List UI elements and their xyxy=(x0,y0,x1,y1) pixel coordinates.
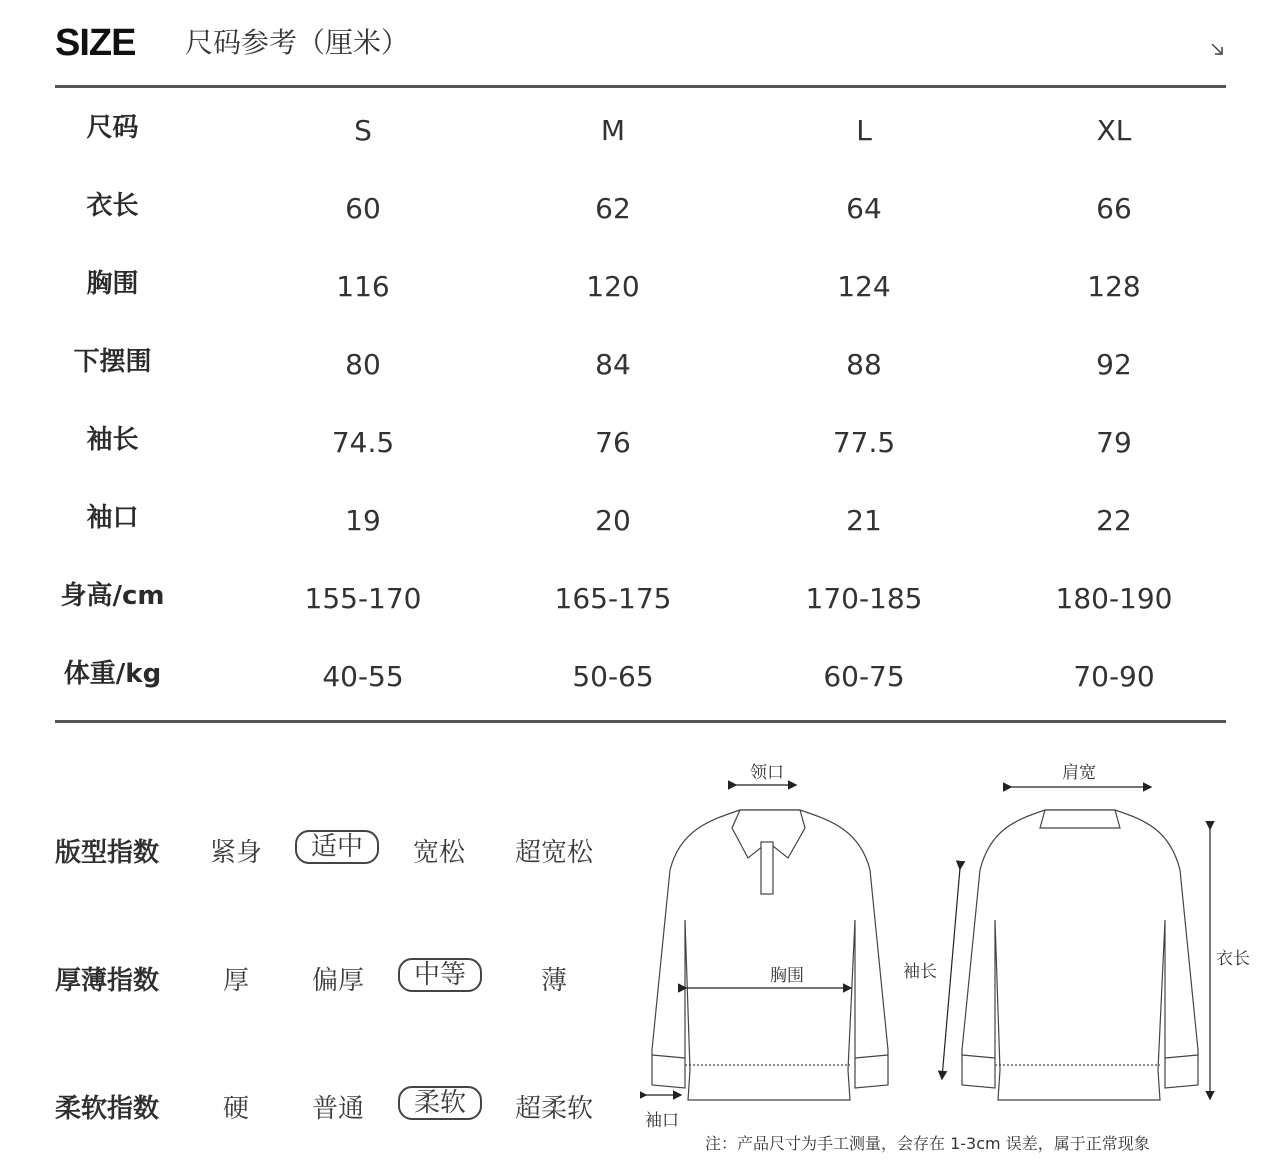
table-cell: 170-185 xyxy=(805,582,923,615)
size-table xyxy=(55,92,1226,716)
table-cell: 128 xyxy=(1087,270,1141,303)
table-cell: 74.5 xyxy=(331,426,395,459)
table-cell: 116 xyxy=(336,270,390,303)
table-cell: 66 xyxy=(1096,192,1132,225)
header xyxy=(55,22,1226,82)
table-cell: 19 xyxy=(345,504,381,537)
table-row xyxy=(55,560,1226,638)
sleeve-length-label: 袖长 xyxy=(903,962,937,982)
table-cell: 88 xyxy=(846,348,882,381)
softness-option: 硬 xyxy=(223,1094,250,1124)
fit-option: 宽松 xyxy=(413,838,466,868)
table-row xyxy=(55,638,1226,716)
expand-arrow-icon[interactable] xyxy=(1210,42,1224,56)
table-cell: 120 xyxy=(586,270,640,303)
top-divider xyxy=(55,85,1226,88)
table-cell: 180-190 xyxy=(1055,582,1173,615)
table-cell: 40-55 xyxy=(322,660,404,693)
collar-label: 领口 xyxy=(750,763,784,783)
table-cell: 77.5 xyxy=(832,426,896,459)
softness-index-row xyxy=(55,1076,615,1132)
table-row xyxy=(55,170,1226,248)
table-cell: 62 xyxy=(595,192,631,225)
table-cell: 79 xyxy=(1096,426,1132,459)
table-cell: 76 xyxy=(595,426,631,459)
measurement-note: 注：产品尺寸为手工测量，会存在 1-3cm 误差，属于正常现象 xyxy=(705,1134,1150,1153)
row-label: 身高/cm xyxy=(60,581,165,611)
softness-index-label: 柔软指数 xyxy=(55,1094,160,1124)
softness-option: 普通 xyxy=(312,1094,365,1124)
thickness-option: 厚 xyxy=(223,966,250,996)
softness-option-selected: 柔软 xyxy=(398,1086,482,1120)
row-label: 体重/kg xyxy=(63,659,162,689)
table-cell: 84 xyxy=(595,348,631,381)
cuff-label: 袖口 xyxy=(645,1111,679,1131)
table-row xyxy=(55,326,1226,404)
fit-option: 紧身 xyxy=(210,838,263,868)
fit-index-row xyxy=(55,820,615,876)
table-cell: 64 xyxy=(846,192,882,225)
table-cell: 60 xyxy=(345,192,381,225)
column-header: L xyxy=(856,114,872,147)
fit-index-label: 版型指数 xyxy=(55,838,160,868)
table-cell: 60-75 xyxy=(823,660,905,693)
fit-option: 超宽松 xyxy=(515,838,594,868)
table-header-row xyxy=(55,92,1226,170)
chest-label: 胸围 xyxy=(770,966,804,986)
fit-option-selected: 适中 xyxy=(295,830,379,864)
front-shirt xyxy=(652,810,888,1100)
garment-measure-diagram xyxy=(640,750,1260,1150)
table-cell: 92 xyxy=(1096,348,1132,381)
shoulder-label: 肩宽 xyxy=(1062,763,1096,783)
table-row xyxy=(55,482,1226,560)
thickness-option-selected: 中等 xyxy=(398,958,482,992)
brand-title: SIZE xyxy=(55,22,136,64)
table-cell: 50-65 xyxy=(572,660,654,693)
header-label: 尺码 xyxy=(86,113,139,143)
row-label: 袖口 xyxy=(86,503,139,533)
table-cell: 155-170 xyxy=(304,582,422,615)
table-cell: 80 xyxy=(345,348,381,381)
softness-option: 超柔软 xyxy=(515,1094,594,1124)
table-cell: 70-90 xyxy=(1073,660,1155,693)
table-cell: 165-175 xyxy=(554,582,672,615)
table-row xyxy=(55,248,1226,326)
back-shirt xyxy=(962,810,1198,1100)
thickness-option: 薄 xyxy=(541,966,568,996)
bottom-divider xyxy=(55,720,1226,723)
row-label: 胸围 xyxy=(86,269,139,299)
table-cell: 124 xyxy=(837,270,891,303)
table-cell: 21 xyxy=(846,504,882,537)
thickness-option: 偏厚 xyxy=(312,966,365,996)
body-length-label: 衣长 xyxy=(1216,949,1250,969)
thickness-index-row xyxy=(55,948,615,1004)
column-header: M xyxy=(600,114,626,147)
thickness-index-label: 厚薄指数 xyxy=(55,966,160,996)
column-header: S xyxy=(354,114,372,147)
column-header: XL xyxy=(1096,114,1132,147)
table-row xyxy=(55,404,1226,482)
row-label: 袖长 xyxy=(86,425,139,455)
shirt-illustration xyxy=(640,750,1260,1130)
table-cell: 22 xyxy=(1096,504,1132,537)
table-cell: 20 xyxy=(595,504,631,537)
page-title: 尺码参考（厘米） xyxy=(185,26,410,59)
row-label: 下摆围 xyxy=(73,347,152,377)
row-label: 衣长 xyxy=(86,191,139,221)
